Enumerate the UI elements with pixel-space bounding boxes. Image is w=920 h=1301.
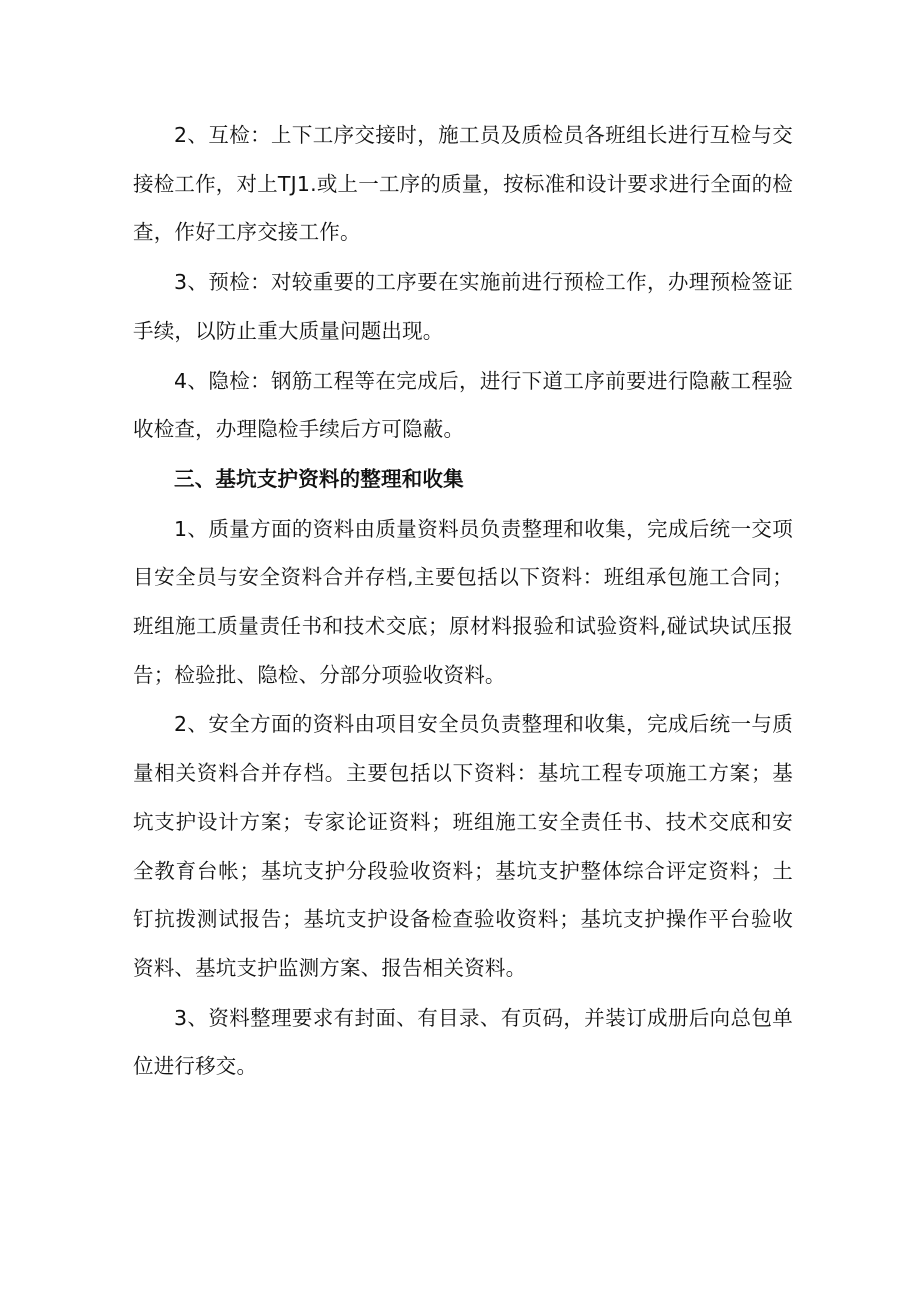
section-heading: 三、基坑支护资料的整理和收集 [174,466,464,491]
paragraph-concealed-inspection: 4、隐检：钢筋工程等在完成后，进行下道工序前要进行隐蔽工程验收检查，办理隐检手续后方可隐蔽。 [133,368,793,442]
paragraph-records-handover: 3、资料整理要求有封面、有目录、有页码，并装订成册后向总包单位进行移交。 [133,1005,793,1079]
document-body [133,111,793,1092]
paragraph-quality-records: 1、质量方面的资料由质量资料员负责整理和收集，完成后统一交项目安全员与安全资料合并存档,主要包括以下资料：班组承包施工合同；班组施工质量责任书和技术交底；原材料报验和试验资料,碰试块试压报告；检验批、隐检、分部分项验收资料。 [133,516,793,687]
paragraph-safety-records: 2、安全方面的资料由项目安全员负责整理和收集，完成后统一与质量相关资料合并存档。主要包括以下资料：基坑工程专项施工方案；基坑支护设计方案；专家论证资料；班组施工安全责任书、技术交底和安全教育台帐；基坑支护分段验收资料；基坑支护整体综合评定资料；土钉抗拨测试报告；基坑支护设备检查验收资料；基坑支护操作平台验收资料、基坑支护监测方案、报告相关资料。 [133,712,793,980]
paragraph-pre-inspection: 3、预检：对较重要的工序要在实施前进行预检工作，办理预检签证手续，以防止重大质量问题出现。 [133,270,793,343]
paragraph-mutual-inspection: 2、互检：上下工序交接时，施工员及质检员各班组长进行互检与交接检工作，对上TJ1.或上一工序的质量，按标准和设计要求进行全面的检查，作好工序交接工作。 [133,123,793,245]
